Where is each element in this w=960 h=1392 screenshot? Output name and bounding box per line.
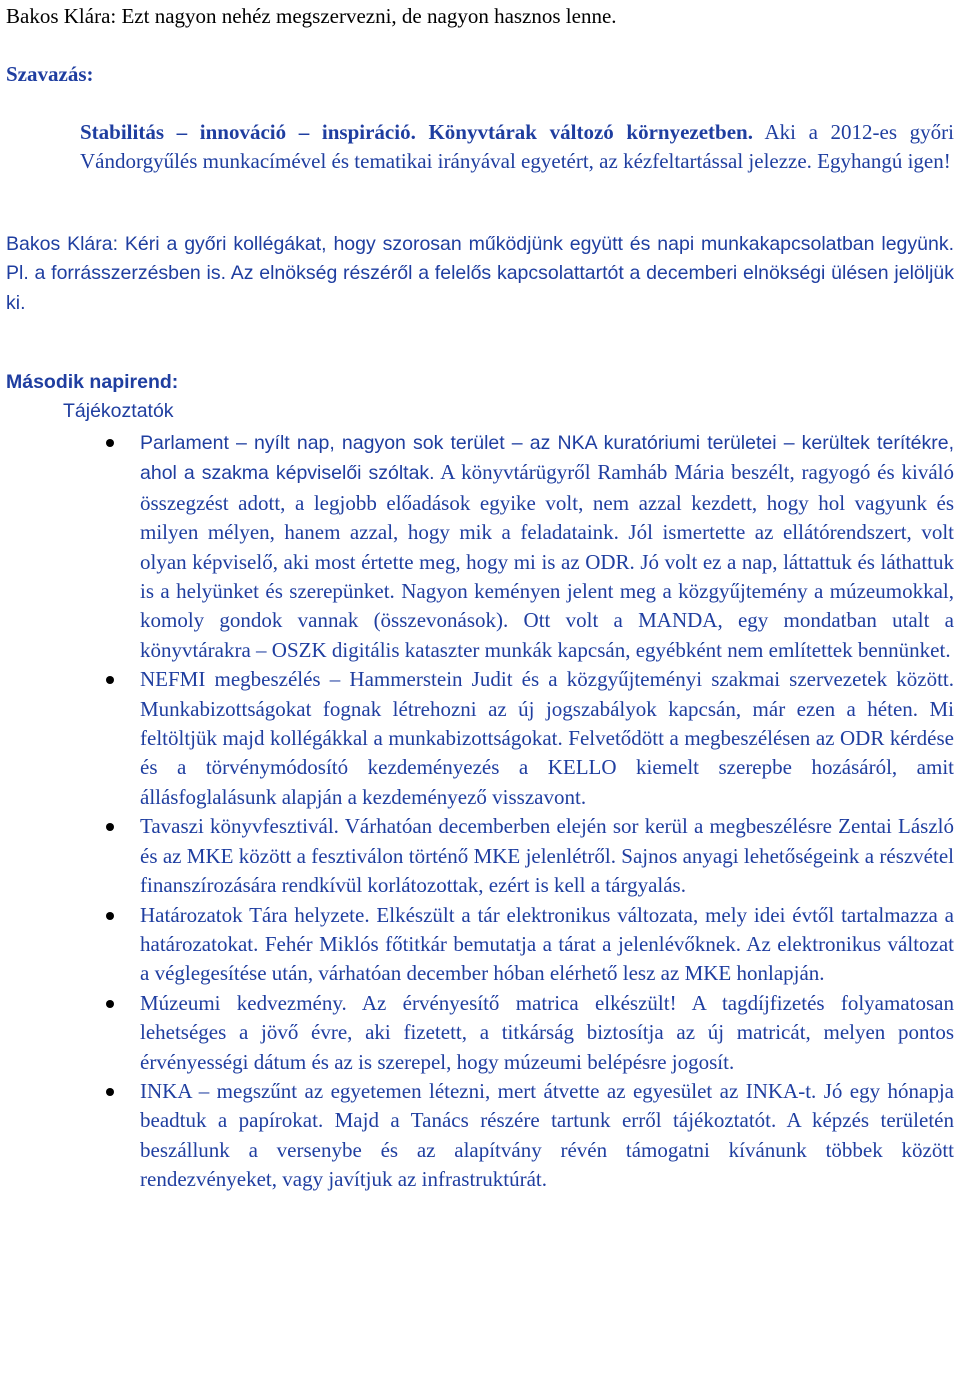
list-item bbox=[6, 812, 954, 900]
vote-rest-text: Aki a 2012-es győri Vándorgyűlés munkacímével és tematikai irányával egyetért, az kézfeltartással jelezze. Egyhangú igen! bbox=[80, 120, 954, 174]
bullet-list bbox=[6, 428, 954, 1195]
voting-heading: Szavazás: bbox=[6, 62, 94, 86]
vote-bold-text: Stabilitás – innováció – inspiráció. Könyvtárak változó környezetben. bbox=[80, 120, 753, 144]
intro-line bbox=[6, 2, 954, 31]
bakos-serif-text: Az elnökség részéről a felelős kapcsolattartót a decemberi elnökségi ülésen jelöljük ki. bbox=[6, 262, 954, 314]
list-item-text: NEFMI megbeszélés – Hammerstein Judit és a közgyűjteményi szakmai szervezetek között. Munkabizottságokat fognak létrehozni az új jogszabályok kapcsán, már ezen a héten. Mi feltöltjük majd kollégákkal a munkabizottságokat. Felvetődött a megbeszélésen az ODR kérdése és a törvénymódosító kezdeményezés a KELLO kiemelt szerepbe hozásáról, amit állásfoglalásunk alapján a kezdeményező visszavont. bbox=[140, 667, 954, 809]
bakos-text bbox=[6, 230, 954, 318]
list-item-text bbox=[140, 428, 954, 665]
bullet-icon bbox=[106, 912, 114, 920]
bullet-icon bbox=[106, 1000, 114, 1008]
list-item-text: Múzeumi kedvezmény. Az érvényesítő matrica elkészült! A tagdíjfizetés folyamatosan lehetséges a jövő évre, aki fizetett, a titkárság biztosítja az új matricát, melyen pontos érvényességi dátum és az is szerepel, hogy múzeumi belépésre jogosít. bbox=[140, 990, 954, 1074]
second-agenda-block bbox=[6, 368, 954, 427]
vote-paragraph bbox=[6, 118, 954, 177]
list-item bbox=[6, 901, 954, 989]
bullet-icon bbox=[106, 1088, 114, 1096]
list-item-serif-text: A könyvtárügyről Ramháb Mária beszélt, ragyogó és kiváló összegzést adott, a legjobb előadások egyike volt, nem azzal kezdett, hogy hol vagyunk és milyen mélyen, hanem azzal, hogy mik a feladataink. Jól ismertette az ellátórendszert, volt olyan képviselő, aki most értette meg, hogy mi is az ODR. Jó volt ez a nap, láttattuk és láthattuk is a helyünket és szerepünket. Nagyon keményen jelent meg a közgyűjtemény a múzeumokkal, komoly gondok vannak (összevonások). Ott volt a MANDA, egy mondatban utalt a könyvtárakra – OSZK digitális kataszter munkák kapcsán, egyébként nem említettek bennünket. bbox=[140, 460, 954, 662]
list-item-text: Tavaszi könyvfesztivál. Várhatóan decemberben elején sor kerül a megbeszélésre Zentai László és az MKE között a fesztiválon történő MKE jelenlétről. Sajnos anyagi lehetőségeink a részvétel finanszírozására rendkívül korlátozottak, ezért is kell a tárgyalás. bbox=[140, 814, 954, 898]
bullet-icon bbox=[106, 439, 114, 447]
intro-text: Bakos Klára: Ezt nagyon nehéz megszervezni, de nagyon hasznos lenne. bbox=[6, 4, 617, 28]
list-item bbox=[6, 989, 954, 1077]
list-item bbox=[6, 665, 954, 812]
bullet-list-block bbox=[6, 428, 954, 1195]
bullet-icon bbox=[106, 676, 114, 684]
voting-heading-block bbox=[6, 60, 954, 89]
list-item-text: INKA – megszűnt az egyetemen létezni, mert átvette az egyesület az INKA-t. Jó egy hónapja beadtuk a papírokat. Majd a Tanács részére tartunk erről tájékoztatót. A képzés területén beszállunk a versenybe és az alapítvány révén támogatni kívánunk többek között rendezvényeket, vagy javítjuk az infrastruktúrát. bbox=[140, 1078, 954, 1192]
second-agenda-subheading: Tájékoztatók bbox=[63, 400, 174, 423]
second-agenda-heading: Második napirend: bbox=[6, 371, 179, 393]
vote-text bbox=[80, 118, 954, 177]
bakos-paragraph bbox=[6, 230, 954, 318]
list-item-text: Határozatok Tára helyzete. Elkészült a tár elektronikus változata, mely idei évtől tartalmazza a határozatokat. Fehér Miklós főtitkár bemutatja a tárat a jelenlévőknek. Az elektronikus változat a véglegesítése után, várhatóan december hóban elérhető lesz az MKE honlapján. bbox=[140, 902, 954, 986]
list-item bbox=[6, 1077, 954, 1195]
list-item-sans-text: Parlament – nyílt nap, nagyon sok terület – az NKA kuratóriumi területei – kerültek terítékre, ahol a szakma képviselői szóltak. bbox=[140, 432, 954, 485]
bakos-sans-text: Bakos Klára: Kéri a győri kollégákat, hogy szorosan működjünk együtt és napi munkakapcsolatban legyünk. Pl. a forrásszerzésben is. bbox=[6, 233, 954, 285]
bullet-icon bbox=[106, 823, 114, 831]
list-item bbox=[6, 428, 954, 665]
